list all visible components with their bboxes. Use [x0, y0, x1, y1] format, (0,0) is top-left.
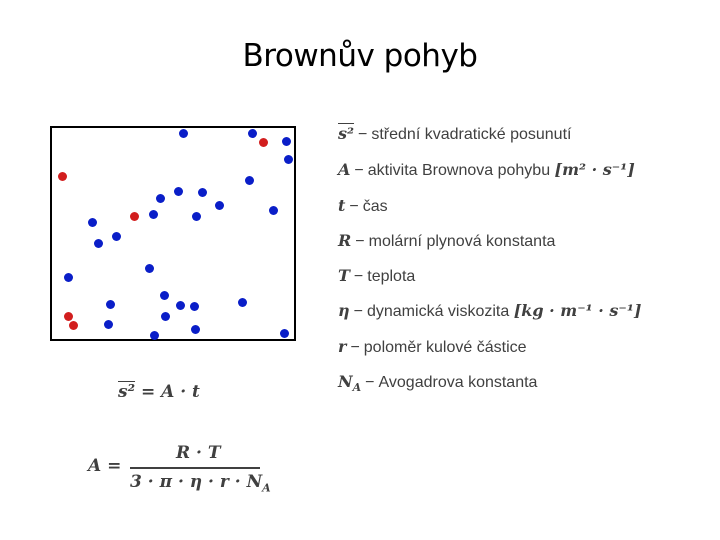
- legend-dash: −: [350, 339, 360, 356]
- slide-title: Brownův pohyb: [242, 38, 478, 74]
- formula2-lhs: A =: [88, 456, 122, 476]
- legend-item-activity: [338, 160, 635, 180]
- legend-symbol: A: [338, 160, 351, 179]
- legend-text: aktivita Brownova pohybu: [367, 162, 551, 179]
- legend-text: teplota: [367, 268, 416, 285]
- legend-text: dynamická viskozita: [366, 303, 510, 320]
- legend-text: Avogadrova konstanta: [378, 374, 538, 391]
- blue-particle: [104, 320, 113, 329]
- legend-symbol: s²: [338, 124, 355, 143]
- legend-dash: −: [354, 162, 364, 179]
- particle-box: [50, 126, 296, 341]
- red-particle: [58, 172, 67, 181]
- formula1-rhs: = A · t: [140, 382, 200, 402]
- blue-particle: [280, 329, 289, 338]
- red-particle: [69, 321, 78, 330]
- legend-dash: −: [355, 233, 365, 250]
- legend-symbol: η: [338, 301, 350, 320]
- blue-particle: [238, 298, 247, 307]
- blue-particle: [192, 212, 201, 221]
- legend-item-gas-constant: [338, 231, 555, 251]
- blue-particle: [150, 331, 159, 340]
- blue-particle: [179, 129, 188, 138]
- blue-particle: [269, 206, 278, 215]
- blue-particle: [94, 239, 103, 248]
- red-particle: [130, 212, 139, 221]
- blue-particle: [160, 291, 169, 300]
- legend-dash: −: [353, 303, 363, 320]
- legend-unit: [m² · s⁻¹]: [554, 160, 635, 179]
- legend-item-time: [338, 196, 388, 216]
- legend-text: poloměr kulové částice: [363, 339, 527, 356]
- legend-text: molární plynová konstanta: [368, 233, 556, 250]
- blue-particle: [284, 155, 293, 164]
- blue-particle: [106, 300, 115, 309]
- formula-displacement: [118, 382, 200, 402]
- blue-particle: [149, 210, 158, 219]
- blue-particle: [198, 188, 207, 197]
- legend-unit: [kg · m⁻¹ · s⁻¹]: [513, 301, 642, 320]
- blue-particle: [145, 264, 154, 273]
- blue-particle: [161, 312, 170, 321]
- blue-particle: [190, 302, 199, 311]
- fraction-bar: [130, 467, 260, 469]
- red-particle: [64, 312, 73, 321]
- legend-item-avogadro: [338, 372, 537, 394]
- blue-particle: [176, 301, 185, 310]
- formula2-numerator: R · T: [176, 443, 221, 463]
- formula2-denominator-text: 3 · π · η · r · N: [130, 472, 263, 492]
- blue-particle: [282, 137, 291, 146]
- blue-particle: [191, 325, 200, 334]
- legend-symbol: R: [338, 231, 352, 250]
- legend-text: střední kvadratické posunutí: [371, 126, 572, 143]
- blue-particle: [248, 129, 257, 138]
- legend-symbol: T: [338, 266, 350, 285]
- legend-item-mean-square-displacement: [338, 124, 571, 144]
- blue-particle: [88, 218, 97, 227]
- formula1-lhs: s²: [118, 382, 136, 402]
- blue-particle: [112, 232, 121, 241]
- legend-symbol: r: [338, 337, 347, 356]
- legend-symbol-avogadro: $N_A$: [338, 372, 362, 395]
- legend-dash: −: [349, 198, 359, 215]
- legend-symbol: t: [338, 196, 346, 215]
- legend-dash: −: [358, 126, 368, 143]
- formula2-denominator: [130, 472, 271, 494]
- legend-dash: −: [353, 268, 364, 285]
- blue-particle: [245, 176, 254, 185]
- legend-item-radius: [338, 337, 527, 357]
- legend-item-viscosity: [338, 301, 641, 321]
- formula2-denominator-sub: A: [262, 481, 271, 495]
- legend-dash: −: [365, 374, 375, 391]
- blue-particle: [64, 273, 73, 282]
- blue-particle: [174, 187, 183, 196]
- legend-item-temperature: [338, 266, 415, 286]
- legend-text: čas: [362, 198, 388, 215]
- red-particle: [259, 138, 268, 147]
- blue-particle: [156, 194, 165, 203]
- blue-particle: [215, 201, 224, 210]
